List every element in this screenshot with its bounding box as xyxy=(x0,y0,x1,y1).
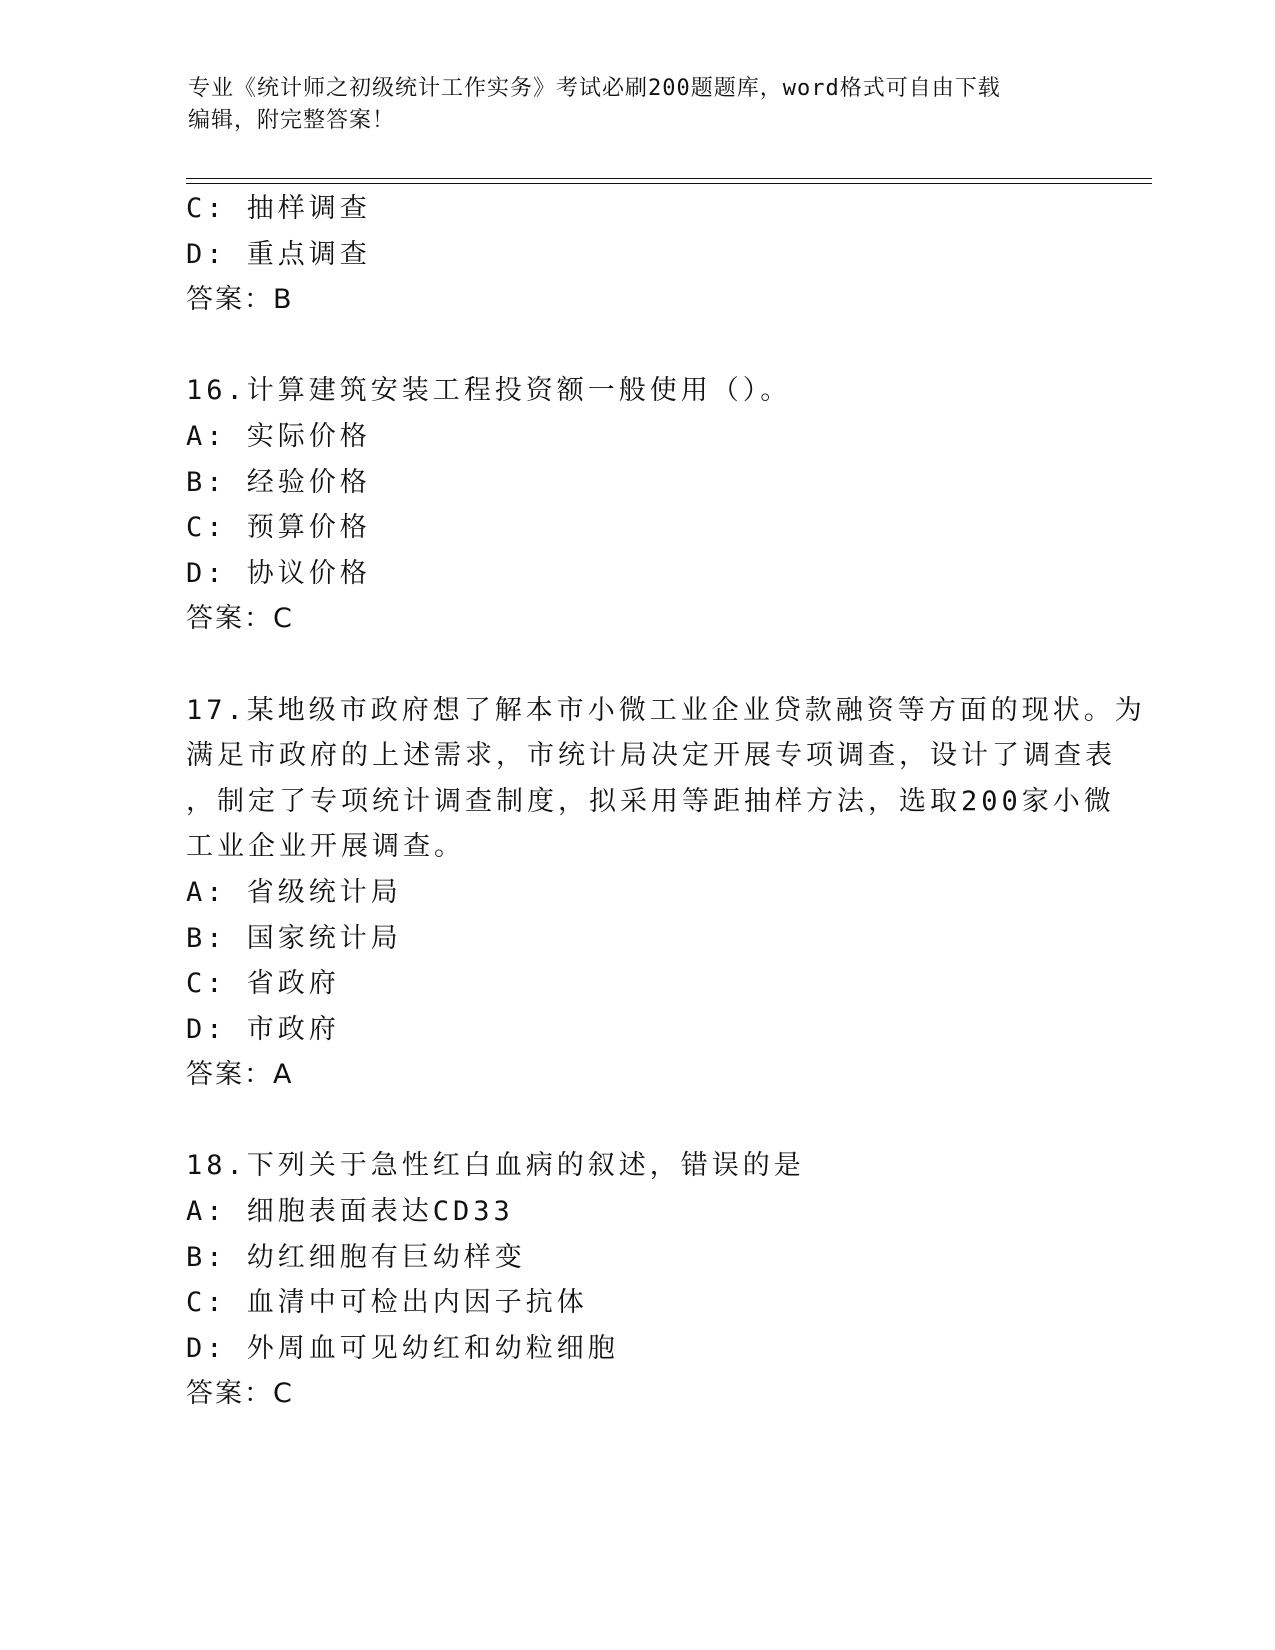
q15-option-c: C: 抽样调查 xyxy=(186,193,371,224)
q17-option-b: B: 国家统计局 xyxy=(186,922,402,954)
header-divider-bottom xyxy=(186,183,1152,184)
header-title-line-1: 专业《统计师之初级统计工作实务》考试必刷200题题库，word格式可自由下载 xyxy=(188,76,1001,101)
q16-option-d: D: 协议价格 xyxy=(186,557,371,589)
question-16 xyxy=(186,368,1086,642)
q18-option-a: A: 细胞表面表达CD33 xyxy=(186,1196,514,1228)
q18-option-c: C: 血清中可检出内因子抗体 xyxy=(186,1287,588,1319)
q16-stem: 16.计算建筑安装工程投资额一般使用（）。 xyxy=(186,375,792,407)
q16-answer: 答案：C xyxy=(186,603,294,635)
q18-answer: 答案：C xyxy=(186,1378,294,1410)
q16-option-c: C: 预算价格 xyxy=(186,512,371,544)
question-17 xyxy=(186,688,1146,1098)
q17-stem-line-3: ，制定了专项统计调查制度，拟采用等距抽样方法，选取200家小微 xyxy=(186,785,1115,817)
q17-stem-line-4: 工业企业开展调查。 xyxy=(186,831,465,863)
q18-stem: 18.下列关于急性红白血病的叙述，错误的是 xyxy=(186,1150,805,1182)
q17-answer: 答案：A xyxy=(186,1059,294,1091)
q17-stem-line-2: 满足市政府的上述需求，市统计局决定开展专项调查，设计了调查表 xyxy=(186,740,1116,772)
header-divider-top xyxy=(186,178,1152,179)
document-header xyxy=(188,73,1088,137)
question-18 xyxy=(186,1143,1086,1417)
q15-answer: 答案：B xyxy=(186,284,294,316)
spacer xyxy=(186,642,1086,688)
spacer xyxy=(186,323,1086,369)
q16-option-a: A: 实际价格 xyxy=(186,420,371,452)
q17-option-c: C: 省政府 xyxy=(186,968,340,1000)
q18-option-d: D: 外周血可见幼红和幼粒细胞 xyxy=(186,1332,619,1364)
q17-stem-line-1: 17.某地级市政府想了解本市小微工业企业贷款融资等方面的现状。为 xyxy=(186,694,1146,726)
q17-option-d: D: 市政府 xyxy=(186,1013,340,1045)
q17-option-a: A: 省级统计局 xyxy=(186,876,402,908)
spacer xyxy=(186,1098,1086,1144)
header-title-line-2: 编辑，附完整答案！ xyxy=(188,108,396,133)
question-list xyxy=(186,186,1146,1417)
q16-option-b: B: 经验价格 xyxy=(186,466,371,498)
question-15-tail xyxy=(186,186,1086,323)
q15-option-d: D: 重点调查 xyxy=(186,238,371,270)
q18-option-b: B: 幼红细胞有巨幼样变 xyxy=(186,1241,526,1273)
